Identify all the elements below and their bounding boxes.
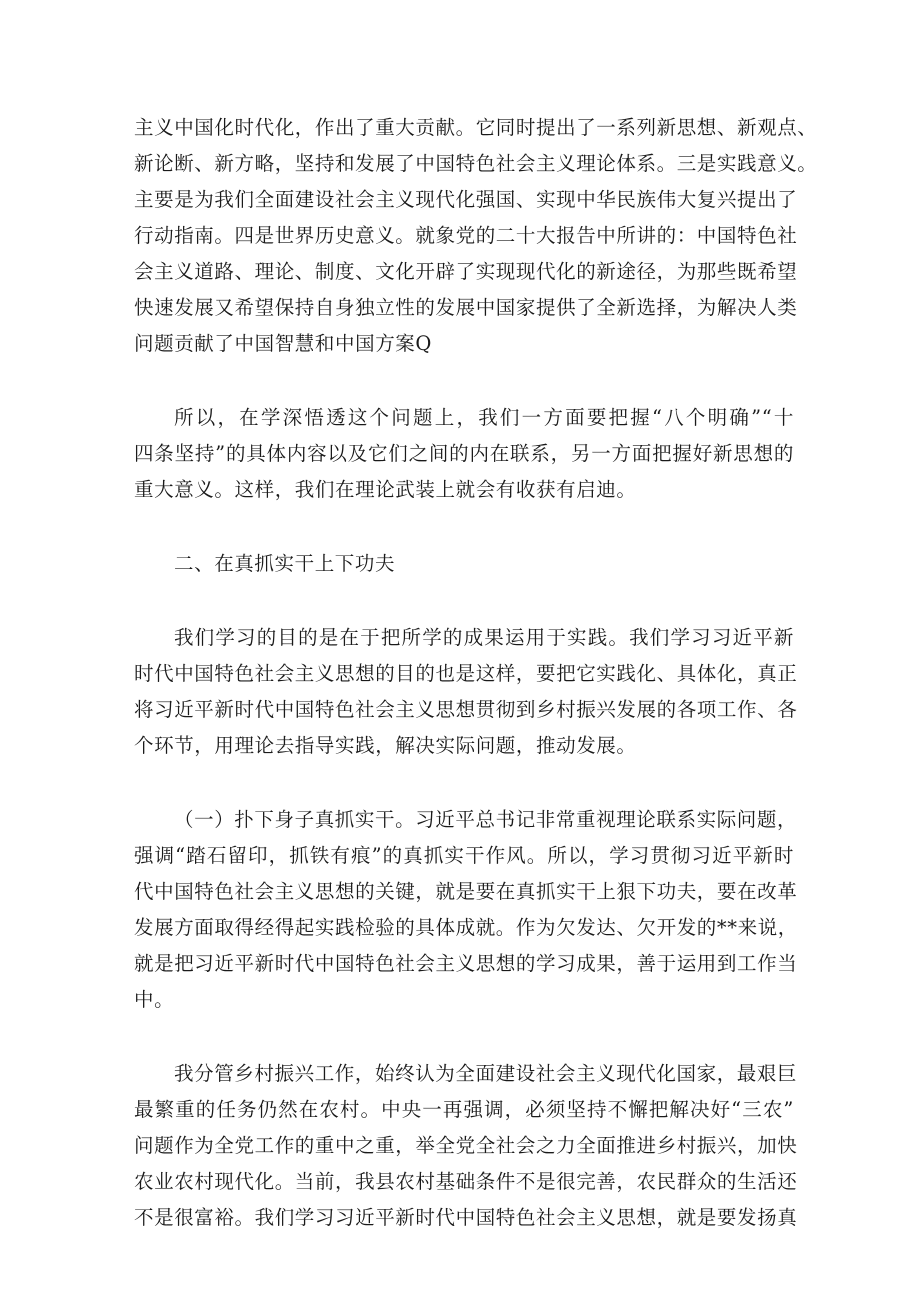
text-line: 我们学习的目的是在于把所学的成果运用于实践。我们学习习近平新 — [174, 626, 794, 649]
text-line: 最繁重的任务仍然在农村。中央一再强调，必须坚持不懈把解决好“三农” — [134, 1098, 794, 1121]
paragraph-significance — [134, 110, 818, 362]
text-line: 所以，在学深悟透这个问题上，我们一方面要把握“八个明确”“十 — [174, 406, 794, 429]
paragraph-rural — [134, 1056, 798, 1092]
paragraph-rural-cont — [134, 1092, 798, 1236]
text-line: 时代中国特色社会主义思想的目的也是这样，要把它实践化、具体化，真正 — [134, 662, 798, 685]
paragraph-purpose-cont — [134, 656, 798, 764]
text-line: 代中国特色社会主义思想的关键，就是要在真抓实干上狠下功夫，要在改革 — [134, 880, 798, 903]
text-line: 发展方面取得经得起实践检验的具体成就。作为欠发达、欠开发的**来说， — [134, 916, 798, 939]
text-line: 将习近平新时代中国特色社会主义思想贯彻到乡村振兴发展的各项工作、各 — [134, 698, 798, 721]
text-line: 强调“踏石留印，抓铁有痕”的真抓实干作风。所以，学习贯彻习近平新时 — [134, 844, 794, 867]
text-line: 快速发展又希望保持自身独立性的发展中国家提供了全新选择，为解决人类 — [134, 296, 798, 319]
text-line: 问题作为全党工作的重中之重，举全党全社会之力全面推进乡村振兴，加快 — [134, 1134, 798, 1157]
text-line: 四条坚持”的具体内容以及它们之间的内在联系，另一方面把握好新思想的 — [134, 442, 794, 465]
text-line: 个环节，用理论去指导实践，解决实际问题，推动发展。 — [134, 734, 637, 757]
text-line: 重大意义。这样，我们在理论武装上就会有收获有启迪。 — [134, 478, 637, 501]
text-line: 问题贡献了中国智慧和中国方案Q — [134, 332, 432, 355]
paragraph-purpose — [134, 620, 794, 656]
text-line: 主义中国化时代化，作出了重大贡献。它同时提出了一系列新思想、新观点、 — [134, 116, 818, 139]
paragraph-conclusion-cont — [134, 436, 794, 508]
text-line: 主要是为我们全面建设社会主义现代化强国、实现中华民族伟大复兴提出了 — [134, 188, 798, 211]
text-line: 中。 — [134, 988, 175, 1011]
text-line: 会主义道路、理论、制度、文化开辟了实现现代化的新途径，为那些既希望 — [134, 260, 798, 283]
text-line: 新论断、新方略，坚持和发展了中国特色社会主义理论体系。三是实践意义。 — [134, 152, 818, 175]
text-line: 农业农村现代化。当前，我县农村基础条件不是很完善，农民群众的生活还 — [134, 1170, 798, 1193]
paragraph-practice — [134, 802, 798, 838]
text-line: 不是很富裕。我们学习习近平新时代中国特色社会主义思想，就是要发扬真 — [134, 1206, 798, 1229]
text-line: 我分管乡村振兴工作，始终认为全面建设社会主义现代化国家，最艰巨 — [174, 1062, 798, 1085]
text-line: （一）扑下身子真抓实干。习近平总书记非常重视理论联系实际问题， — [174, 808, 798, 831]
paragraph-practice-cont — [134, 838, 798, 1018]
paragraph-conclusion — [134, 400, 794, 436]
section-heading — [134, 546, 794, 582]
text-line: 行动指南。四是世界历史意义。就象党的二十大报告中所讲的：中国特色社 — [134, 224, 798, 247]
section-heading-text: 二、在真抓实干上下功夫 — [174, 552, 396, 575]
document-page — [134, 110, 818, 1236]
text-line: 就是把习近平新时代中国特色社会主义思想的学习成果，善于运用到工作当 — [134, 952, 798, 975]
